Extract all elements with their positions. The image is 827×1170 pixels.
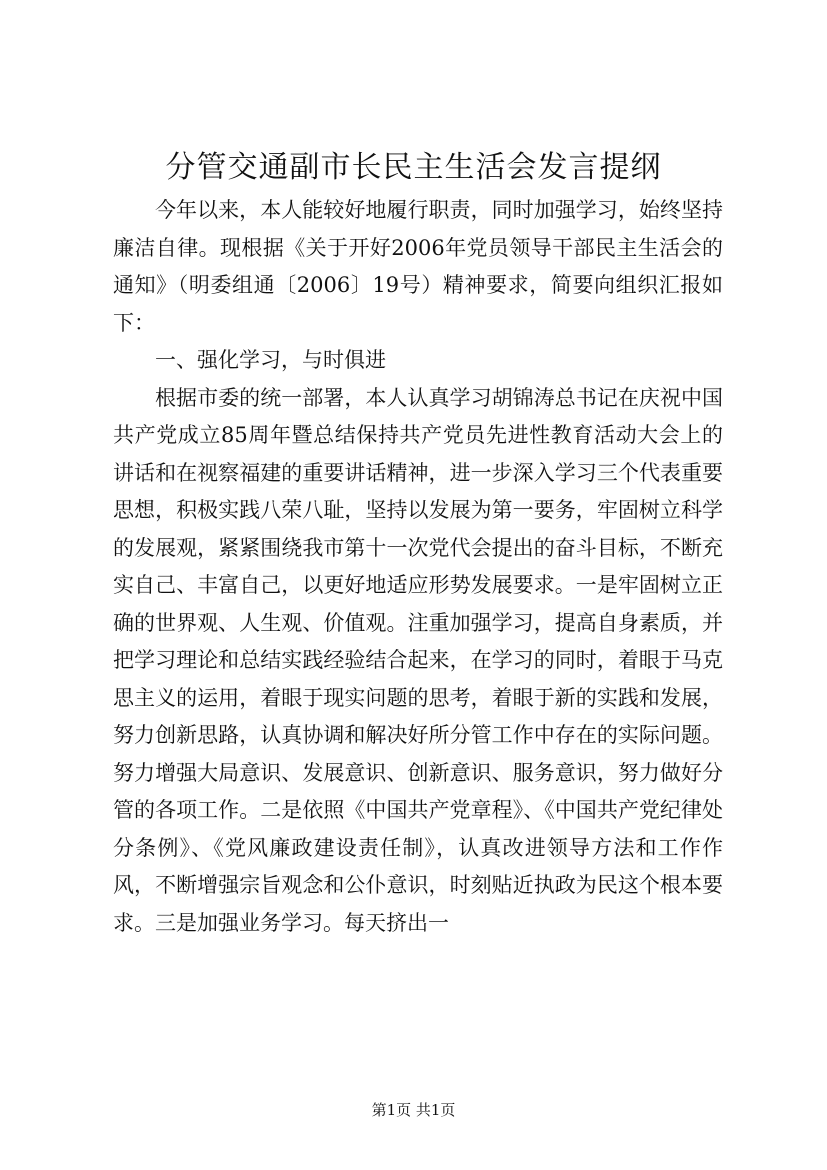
document-body: [113, 192, 723, 942]
paragraph-intro: 今年以来，本人能较好地履行职责，同时加强学习，始终坚持廉洁自律。现根据《关于开好2006年党员领导干部民主生活会的通知》（明委组通〔2006〕19号）精神要求，简要向组织汇报如下：: [113, 198, 723, 335]
page-footer: 第1页 共1页: [371, 1101, 456, 1119]
section-heading: 一、强化学习，与时俱进: [155, 348, 386, 372]
document-title: 分管交通副市长民主生活会发言提纲: [165, 150, 662, 185]
paragraph-study: 根据市委的统一部署，本人认真学习胡锦涛总书记在庆祝中国共产党成立85周年暨总结保持共产党员先进性教育活动大会上的讲话和在视察福建的重要讲话精神，进一步深入学习三个代表重要思想，积极实践八荣八耻，坚持以发展为第一要务，牢固树立科学的发展观，紧紧围绕我市第十一次党代会提出的奋斗目标，不断充实自己、丰富自己，以更好地适应形势发展要求。一是牢固树立正确的世界观、人生观、价值观。注重加强学习，提高自身素质，并把学习理论和总结实践经验结合起来，在学习的同时，着眼于马克思主义的运用，着眼于现实问题的思考，着眼于新的实践和发展，努力创新思路，认真协调和解决好所分管工作中存在的实际问题。努力增强大局意识、发展意识、创新意识、服务意识，努力做好分管的各项工作。二是依照《中国共产党章程》、《中国共产党纪律处分条例》、《党风廉政建设责任制》，认真改进领导方法和工作作风，不断增强宗旨观念和公仆意识，时刻贴近执政为民这个根本要求。三是加强业务学习。每天挤出一: [113, 385, 723, 935]
